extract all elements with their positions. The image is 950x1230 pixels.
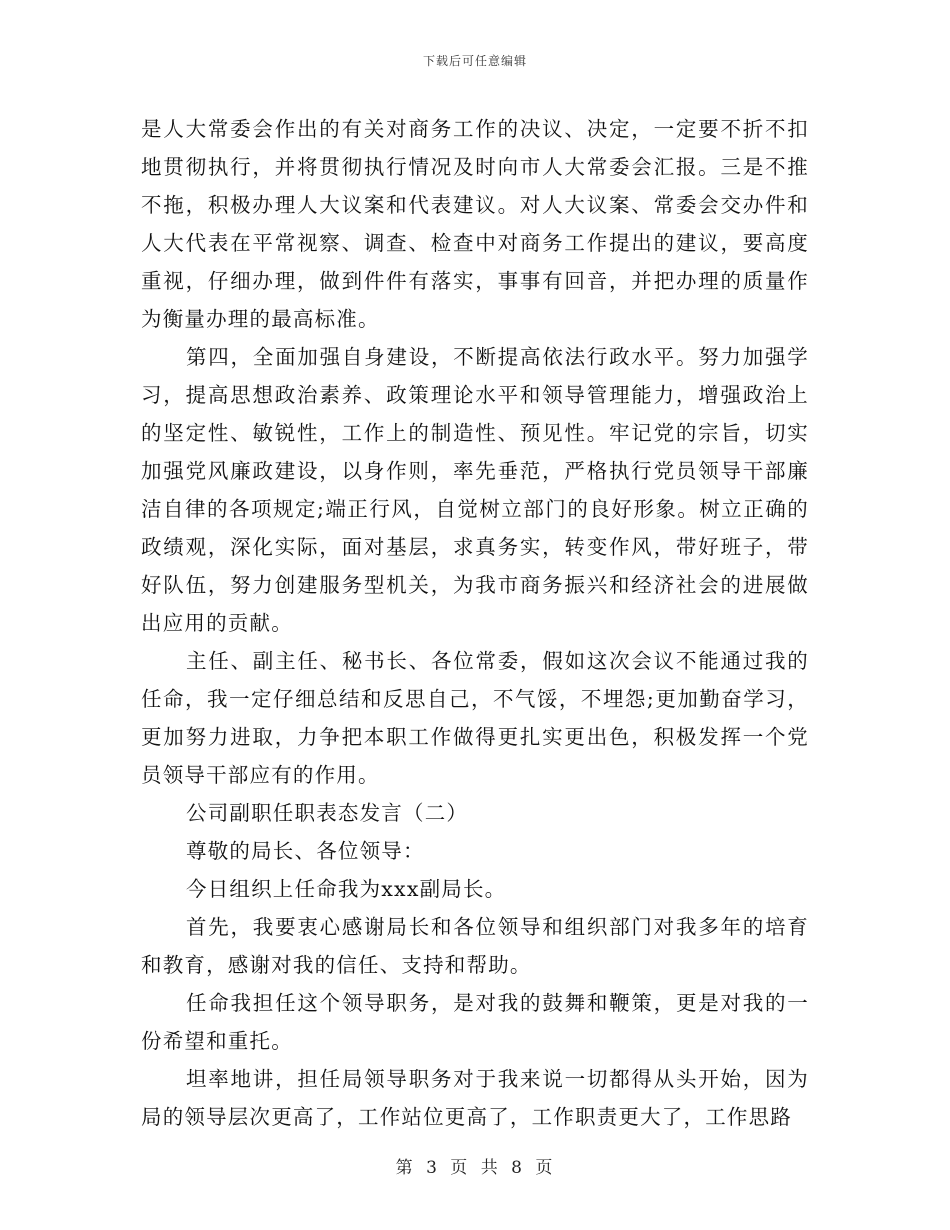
paragraph-continued: 是人大常委会作出的有关对商务工作的决议、决定，一定要不折不扣地贯彻执行，并将贯彻执行情况及时向市人大常委会汇报。三是不推不拖，积极办理人大议案和代表建议。对人大议案、常委会交办件和人大代表在平常视察、调查、检查中对商务工作提出的建议，要高度重视，仔细办理，做到件件有落实，事事有回音，并把办理的质量作为衡量办理的最高标准。 [141,117,809,331]
page-number-footer: 第 3 页 共 8 页 [395,1158,555,1178]
document-body [141,110,809,1136]
paragraph-candid: 坦率地讲，担任局领导职务对于我来说一切都得从头开始，因为局的领导层次更高了，工作站位更高了，工作职责更大了，工作思路 [141,1067,809,1129]
section-title: 公司副职任职表态发言（二） [186,801,469,825]
paragraph-encouragement: 任命我担任这个领导职务，是对我的鼓舞和鞭策，更是对我的一份希望和重托。 [141,991,809,1053]
paragraph-appointment: 今日组织上任命我为xxx副局长。 [186,877,507,901]
paragraph-closing-pledge: 主任、副主任、秘书长、各位常委，假如这次会议不能通过我的任命，我一定仔细总结和反思自己，不气馁，不埋怨;更加勤奋学习，更加努力进取，力争把本职工作做得更扎实更出色，积极发挥一个党员领导干部应有的作用。 [141,649,809,787]
salutation: 尊敬的局长、各位领导： [186,839,425,863]
paragraph-thanks: 首先，我要衷心感谢局长和各位领导和组织部门对我多年的培育和教育，感谢对我的信任、支持和帮助。 [141,915,809,977]
page-header-note: 下载后可任意编辑 [422,54,527,68]
paragraph-fourth-point: 第四，全面加强自身建设，不断提高依法行政水平。努力加强学习，提高思想政治素养、政策理论水平和领导管理能力，增强政治上的坚定性、敏锐性，工作上的制造性、预见性。牢记党的宗旨，切实加强党风廉政建设，以身作则，率先垂范，严格执行党员领导干部廉洁自律的各项规定;端正行风，自觉树立部门的良好形象。树立正确的政绩观，深化实际，面对基层，求真务实，转变作风，带好班子，带好队伍，努力创建服务型机关，为我市商务振兴和经济社会的进展做出应用的贡献。 [141,345,809,635]
